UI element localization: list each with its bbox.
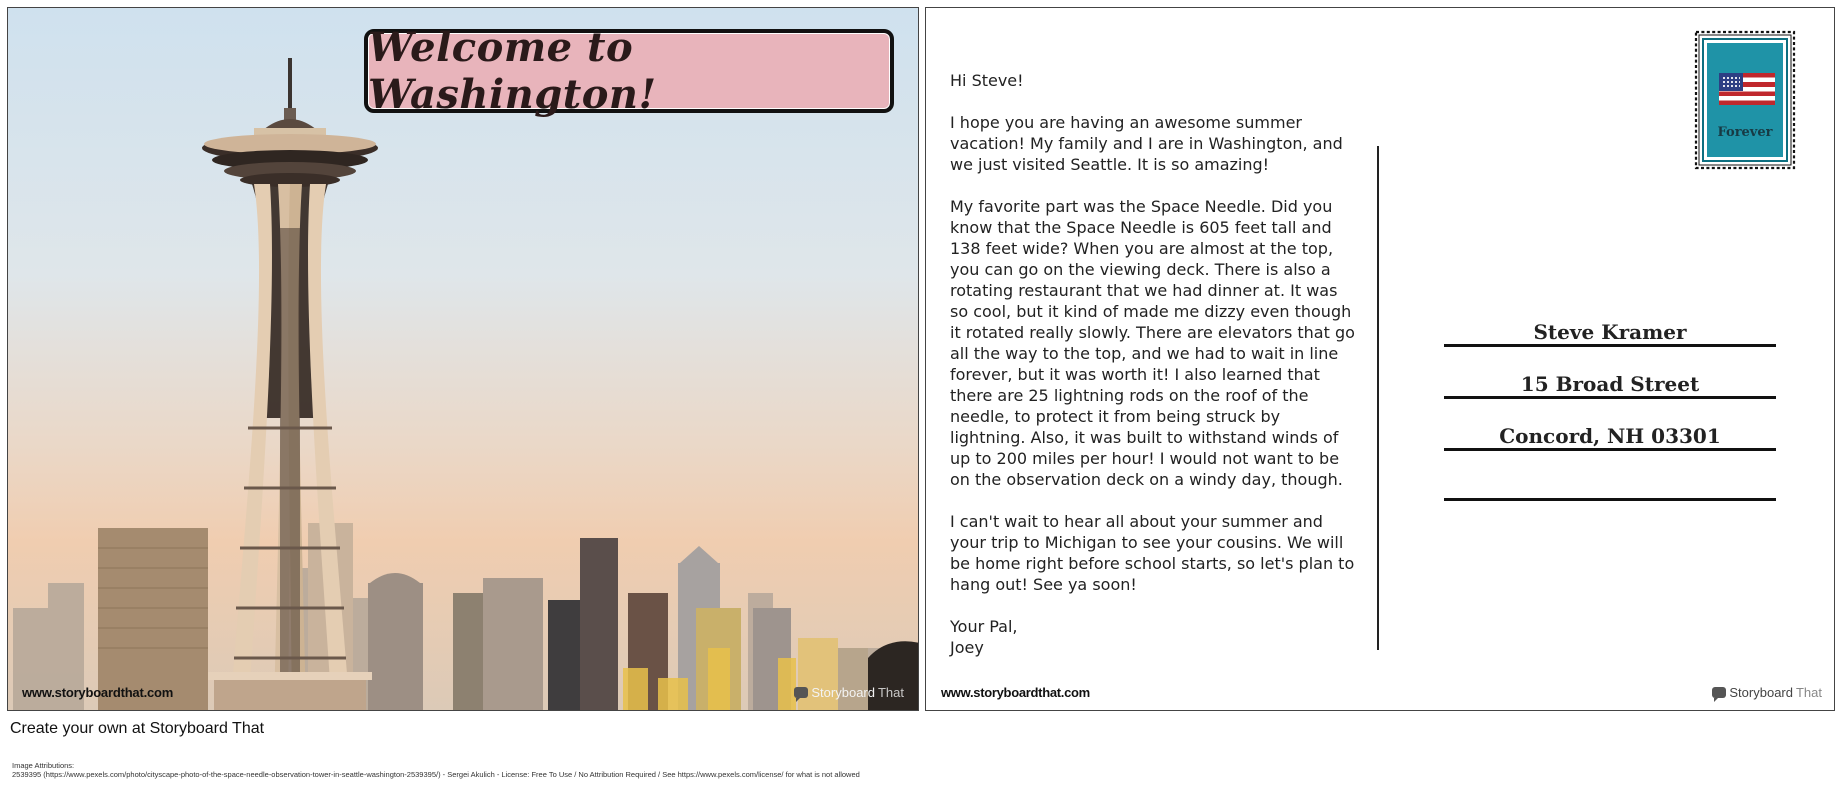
- address-line-1: [1444, 344, 1776, 347]
- logo-brand-suffix: That: [877, 685, 904, 700]
- greeting: Hi Steve!: [950, 71, 1024, 90]
- postcard-message: [950, 70, 1355, 658]
- signature: Joey: [950, 638, 984, 657]
- attribution-heading: Image Attributions:: [12, 761, 75, 770]
- front-storyboardthat-logo: [794, 685, 904, 700]
- welcome-title-banner: [364, 24, 894, 118]
- attribution-text: 2539395 (https://www.pexels.com/photo/cityscape-photo-of-the-space-needle-observation-tower-in-seattle-washington-2539395/) - Sergei Akulich - License: Free To Use / No Attribution Required / See https://www.pexels.com/license/ for what is not allowed: [12, 770, 860, 779]
- back-storyboardthat-logo: [1712, 685, 1822, 700]
- postage-stamp: [1692, 28, 1798, 172]
- address-line-3: [1444, 448, 1776, 451]
- logo-brand: Storyboard: [1729, 685, 1793, 700]
- speech-bubble-icon: [1712, 687, 1726, 698]
- speech-bubble-icon: [794, 687, 808, 698]
- postcard-front-photo: [7, 7, 919, 711]
- message-paragraph-2: My favorite part was the Space Needle. Did you know that the Space Needle is 605 feet tall and 138 feet wide? When you are almost at the top, you can go on the viewing deck. There is also a rotating restaurant that we had dinner at. It was so cool, but it kind of made me dizzy even though it rotated really slowly. There are elevators that go all the way to the top, and we had to wait in line forever, but it was worth it! I also learned that there are 25 lightning rods on the roof of the needle, to protect it from being struck by lightning. Also, it was built to withstand winds of up to 200 miles per hour! I would not want to be on the observation deck on a windy day, though.: [950, 197, 1355, 489]
- stamp-label: Forever: [1717, 125, 1773, 140]
- front-watermark: www.storyboardthat.com: [22, 685, 174, 700]
- postcard-title: Welcome to Washington!: [368, 24, 657, 118]
- postcard-back: [925, 7, 1835, 711]
- address-name: Steve Kramer: [1533, 320, 1687, 344]
- message-paragraph-1: I hope you are having an awesome summer vacation! My family and I are in Washington, and we just visited Seattle. It is so amazing!: [950, 113, 1343, 174]
- back-watermark: www.storyboardthat.com: [941, 685, 1090, 700]
- address-city: Concord, NH 03301: [1499, 424, 1721, 448]
- logo-brand-suffix: That: [1795, 685, 1822, 700]
- us-flag-icon: [1719, 73, 1775, 105]
- postcard-divider: [1377, 146, 1379, 650]
- closing: Your Pal,: [950, 617, 1018, 636]
- message-paragraph-3: I can't wait to hear all about your summer and your trip to Michigan to see your cousins. We will be home right before school starts, so let's plan to hang out! See ya soon!: [950, 512, 1355, 594]
- stamp-face: [1704, 40, 1786, 160]
- address-line-2: [1444, 396, 1776, 399]
- create-your-own-link[interactable]: Create your own at Storyboard That: [10, 720, 265, 737]
- logo-brand: Storyboard: [811, 685, 875, 700]
- address-line-4: [1444, 498, 1776, 501]
- address-street: 15 Broad Street: [1520, 372, 1700, 396]
